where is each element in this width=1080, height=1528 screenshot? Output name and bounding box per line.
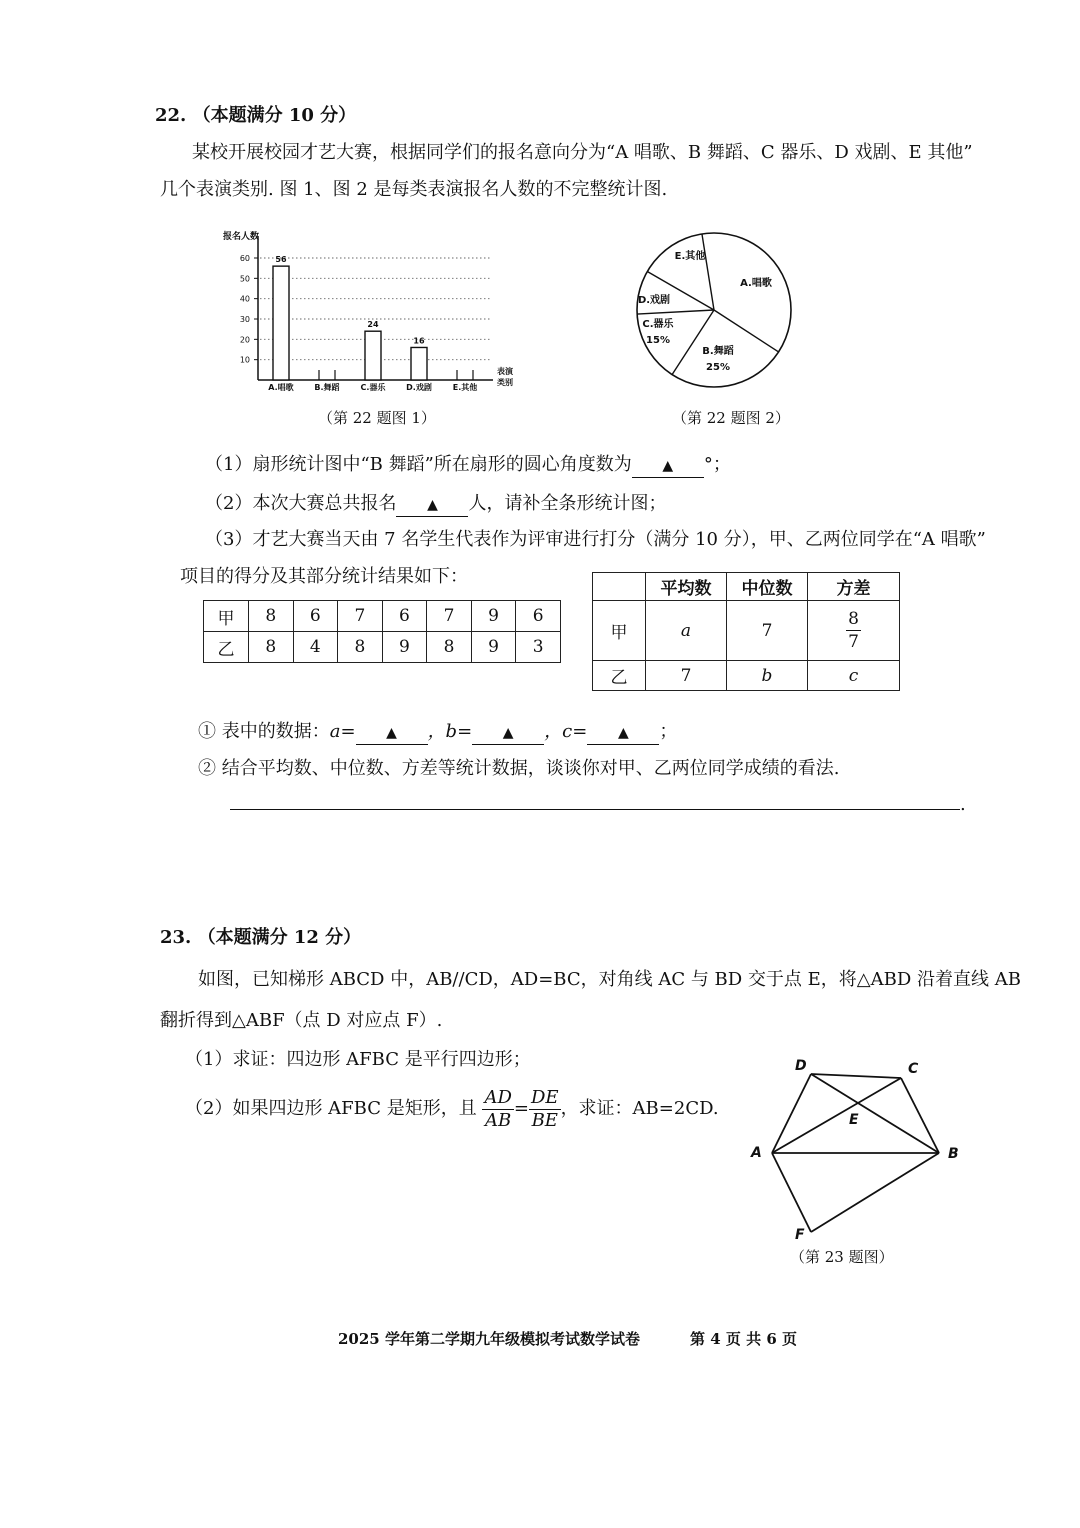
answer-blank-angle[interactable]: ▲ <box>632 454 704 478</box>
score-row-yi <box>204 632 561 663</box>
answer-blank-b[interactable]: ▲ <box>472 721 544 745</box>
score-cell: 8 <box>249 632 294 663</box>
q23-part1: （1）求证：四边形 AFBC 是平行四边形； <box>185 1049 531 1070</box>
stats-row-name: 乙 <box>593 661 646 691</box>
y-tick-label: 30 <box>239 315 250 324</box>
point-e-label: E <box>849 1112 859 1128</box>
pie-slice-value: 15% <box>646 335 670 346</box>
score-cell: 6 <box>516 601 561 632</box>
variance-fraction: $\frac{8}{7}$ <box>848 609 859 652</box>
segment-dc <box>811 1074 901 1078</box>
score-cell: 3 <box>516 632 561 663</box>
q23-line1: 如图，已知梯形 ABCD 中，AB//CD，AD=BC，对角线 AC 与 BD 交于点 E，将△ABD 沿着直线 AB <box>198 969 1021 990</box>
stats-row-jia <box>593 601 900 661</box>
bar <box>365 331 381 380</box>
answer-blank-total[interactable]: ▲ <box>396 493 468 517</box>
segment-fb <box>811 1153 939 1232</box>
fig1-caption: （第 22 题图 1） <box>318 409 436 427</box>
x-axis-title: 表演 <box>497 367 513 376</box>
x-axis-title: 类别 <box>497 378 513 387</box>
q22-sub1-prefix: ① 表中的数据： <box>198 721 330 742</box>
score-cell: 9 <box>471 601 516 632</box>
q23-part2-text: （2）如果四边形 AFBC 是矩形，且 <box>185 1098 477 1119</box>
x-tick-label: D.戏剧 <box>406 383 432 392</box>
score-row-jia <box>204 601 561 632</box>
fig23-caption: （第 23 题图） <box>790 1248 894 1266</box>
equals-sign: = <box>513 1098 529 1119</box>
score-cell: 7 <box>338 601 383 632</box>
y-tick-label: 10 <box>239 355 250 365</box>
q22-part1-text: （1）扇形统计图中“B 舞蹈”所在扇形的圆心角度数为 <box>205 454 632 475</box>
score-cell: 6 <box>382 601 427 632</box>
point-c-label: C <box>908 1061 919 1077</box>
stats-variance <box>808 601 900 661</box>
fraction-de-be: $\frac{DE}{BE}$ <box>530 1086 559 1131</box>
answer-line[interactable] <box>230 809 960 810</box>
q22-sub1 <box>198 719 677 745</box>
fraction-ad-ab: $\frac{AD}{AB}$ <box>484 1086 512 1131</box>
footer-page: 第 4 页 共 6 页 <box>690 1330 797 1348</box>
x-tick-label: B.舞蹈 <box>314 383 340 392</box>
q22-heading: 22. （本题满分 10 分） <box>155 105 357 126</box>
q23-part2-end: ，求证：AB=2CD. <box>560 1098 719 1119</box>
score-table <box>203 600 561 663</box>
q22-part3-line2: 项目的得分及其部分统计结果如下： <box>180 566 468 587</box>
bar-data-label: 56 <box>275 255 287 265</box>
stats-header-mean: 平均数 <box>646 573 727 601</box>
bar-data-label: 24 <box>367 320 379 330</box>
pie-slice-value: 25% <box>706 362 730 373</box>
stats-header-row <box>593 573 900 601</box>
x-tick-label: A.唱歌 <box>268 383 294 392</box>
point-d-label: D <box>795 1058 807 1074</box>
y-tick-label: 50 <box>239 274 250 284</box>
y-tick-label: 20 <box>239 335 250 345</box>
footer-title: 2025 学年第二学期九年级模拟考试数学试卷 <box>338 1330 640 1348</box>
q22-part2 <box>205 491 666 517</box>
bar-chart <box>215 222 535 402</box>
q22-part2-end: 人，请补全条形统计图； <box>468 493 667 514</box>
q22-intro-line1: 某校开展校园才艺大赛，根据同学们的报名意向分为“A 唱歌、B 舞蹈、C 器乐、D 戏剧、E 其他” <box>192 142 973 163</box>
q23-line2: 翻折得到△ABF（点 D 对应点 F）. <box>160 1010 443 1031</box>
geometry-figure <box>745 1052 975 1244</box>
y-tick-label: 60 <box>239 254 250 263</box>
x-tick-label: C.器乐 <box>360 383 386 392</box>
stats-header-empty <box>593 573 646 601</box>
q23-heading: 23. （本题满分 12 分） <box>160 927 362 948</box>
bar-data-label: 16 <box>413 336 425 346</box>
q22-part1 <box>205 452 731 478</box>
bar <box>411 347 427 380</box>
score-row-name: 乙 <box>204 632 249 663</box>
score-cell: 8 <box>249 601 294 632</box>
q22-part3-line1: （3）才艺大赛当天由 7 名学生代表作为评审进行打分（满分 10 分），甲、乙两位同学在“A 唱歌” <box>205 529 986 550</box>
fig2-caption: （第 22 题图 2） <box>672 409 790 427</box>
stats-variance: c <box>808 661 900 691</box>
score-cell: 9 <box>471 632 516 663</box>
y-tick-label: 40 <box>239 294 250 304</box>
stats-table <box>592 572 900 691</box>
q23-part2 <box>185 1083 719 1135</box>
pie-slice-label: B.舞蹈 <box>702 346 734 357</box>
q22-part1-end: °； <box>703 454 731 475</box>
stats-row-yi <box>593 661 900 691</box>
q22-sub2: ② 结合平均数、中位数、方差等统计数据，谈谈你对甲、乙两位同学成绩的看法. <box>198 758 840 779</box>
pie-slice-label: C.器乐 <box>642 319 674 330</box>
answer-blank-a[interactable]: ▲ <box>356 721 428 745</box>
y-axis-title: 报名人数 <box>223 232 260 242</box>
stats-row-name: 甲 <box>593 601 646 661</box>
label-c: ，c= <box>544 721 588 742</box>
answer-blank-c[interactable]: ▲ <box>587 721 659 745</box>
point-a-label: A <box>751 1145 762 1161</box>
label-b: ，b= <box>427 721 473 742</box>
stats-median: 7 <box>727 601 808 661</box>
score-cell: 4 <box>293 632 338 663</box>
pie-slice-label: A.唱歌 <box>740 278 772 289</box>
stats-mean: a <box>646 601 727 661</box>
bar <box>273 266 289 380</box>
point-b-label: B <box>948 1146 959 1162</box>
stats-header-median: 中位数 <box>727 573 808 601</box>
score-cell: 9 <box>382 632 427 663</box>
x-tick-label: E.其他 <box>452 383 478 392</box>
pie-chart <box>630 228 800 400</box>
answer-line-end: . <box>960 794 966 815</box>
score-cell: 6 <box>293 601 338 632</box>
score-cell: 8 <box>427 632 472 663</box>
point-f-label: F <box>795 1227 805 1243</box>
q22-intro-line2: 几个表演类别. 图 1、图 2 是每类表演报名人数的不完整统计图. <box>160 179 668 200</box>
score-cell: 7 <box>427 601 472 632</box>
stats-mean: 7 <box>646 661 727 691</box>
score-cell: 8 <box>338 632 383 663</box>
q22-sub1-end: ； <box>659 721 678 742</box>
segment-af <box>772 1153 811 1232</box>
stats-header-variance: 方差 <box>808 573 900 601</box>
pie-slice-label: D.戏剧 <box>637 295 671 306</box>
label-a: a= <box>329 721 356 742</box>
q22-part2-text: （2）本次大赛总共报名 <box>205 493 397 514</box>
score-row-name: 甲 <box>204 601 249 632</box>
pie-slice-label: E.其他 <box>674 251 706 262</box>
stats-median: b <box>727 661 808 691</box>
